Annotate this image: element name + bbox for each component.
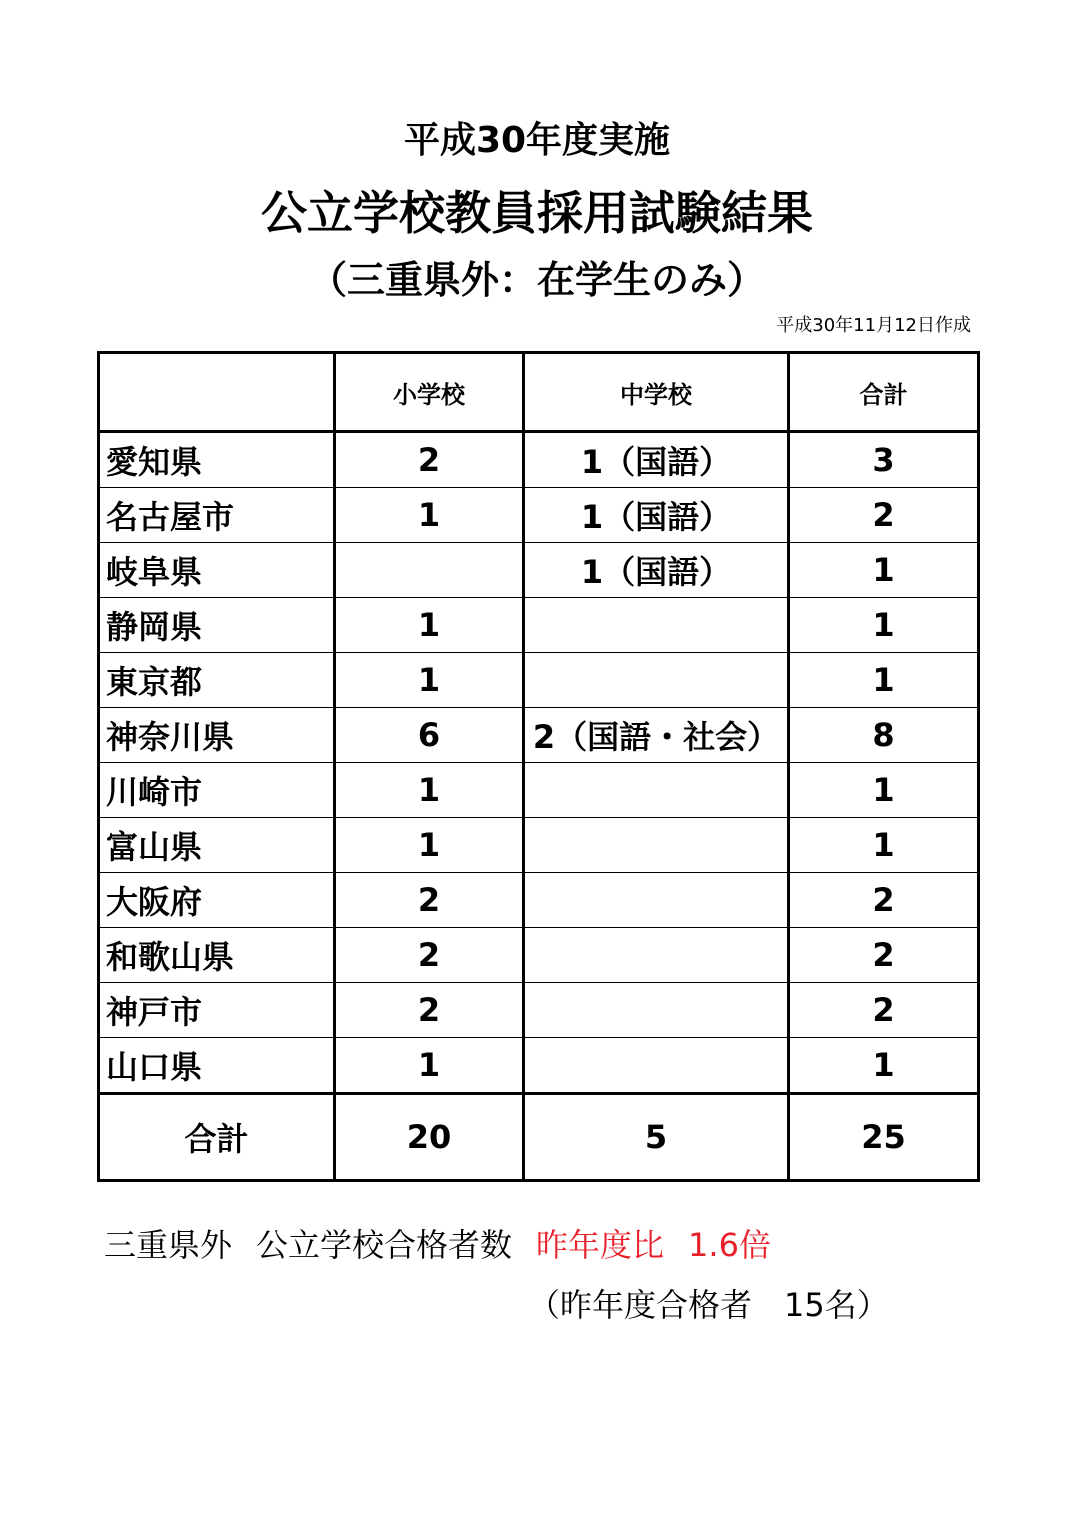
total-label: 合計 <box>99 1094 335 1181</box>
table-row <box>99 708 979 763</box>
total-junior-high: 5 <box>524 1094 789 1181</box>
cell-junior-high <box>524 928 789 983</box>
cell-elementary: 2 <box>335 983 524 1038</box>
total-all: 25 <box>789 1094 979 1181</box>
cell-prefecture: 川崎市 <box>99 763 335 818</box>
table-row <box>99 818 979 873</box>
summary-ratio <box>536 1226 771 1264</box>
table-row <box>99 928 979 983</box>
cell-prefecture: 神戸市 <box>99 983 335 1038</box>
cell-total: 1 <box>789 543 979 598</box>
cell-prefecture: 大阪府 <box>99 873 335 928</box>
page-title: 公立学校教員採用試験結果 <box>261 186 813 240</box>
cell-prefecture: 富山県 <box>99 818 335 873</box>
cell-total: 2 <box>789 488 979 543</box>
cell-elementary: 1 <box>335 653 524 708</box>
cell-junior-high <box>524 818 789 873</box>
table-row <box>99 763 979 818</box>
table-row <box>99 1038 979 1094</box>
cell-total: 1 <box>789 763 979 818</box>
cell-junior-high <box>524 873 789 928</box>
table-row <box>99 543 979 598</box>
summary-label: 公立学校合格者数 <box>256 1226 513 1264</box>
cell-prefecture: 東京都 <box>99 653 335 708</box>
cell-junior-high: 2（国語・社会） <box>524 708 789 763</box>
cell-elementary: 2 <box>335 873 524 928</box>
cell-prefecture: 山口県 <box>99 1038 335 1094</box>
cell-total: 2 <box>789 983 979 1038</box>
cell-total: 1 <box>789 653 979 708</box>
table-total-row <box>99 1094 979 1181</box>
table-header-row <box>99 353 979 432</box>
cell-elementary: 1 <box>335 598 524 653</box>
header-cell-total: 合計 <box>789 353 979 432</box>
cell-elementary: 1 <box>335 488 524 543</box>
cell-elementary: 1 <box>335 763 524 818</box>
cell-prefecture: 名古屋市 <box>99 488 335 543</box>
table-row <box>99 653 979 708</box>
cell-total: 1 <box>789 818 979 873</box>
cell-total: 2 <box>789 928 979 983</box>
cell-prefecture: 静岡県 <box>99 598 335 653</box>
cell-junior-high: 1（国語） <box>524 488 789 543</box>
cell-total: 1 <box>789 598 979 653</box>
cell-junior-high: 1（国語） <box>524 432 789 488</box>
header-cell-elementary: 小学校 <box>335 353 524 432</box>
cell-prefecture: 岐阜県 <box>99 543 335 598</box>
page-subtitle: （三重県外：在学生のみ） <box>308 258 765 302</box>
title-year: 平成30年度実施 <box>403 120 671 161</box>
table-row <box>99 488 979 543</box>
created-date: 平成30年11月12日作成 <box>776 315 971 336</box>
summary-line <box>104 1224 771 1266</box>
cell-total: 8 <box>789 708 979 763</box>
cell-junior-high <box>524 983 789 1038</box>
table-row <box>99 598 979 653</box>
header-cell-prefecture <box>99 353 335 432</box>
cell-elementary: 2 <box>335 432 524 488</box>
header-cell-junior-high: 中学校 <box>524 353 789 432</box>
cell-junior-high <box>524 598 789 653</box>
table-row <box>99 983 979 1038</box>
cell-junior-high: 1（国語） <box>524 543 789 598</box>
cell-elementary <box>335 543 524 598</box>
cell-elementary: 2 <box>335 928 524 983</box>
summary-ratio-value: 1.6倍 <box>688 1226 771 1264</box>
summary-ratio-label: 昨年度比 <box>536 1226 665 1264</box>
cell-elementary: 6 <box>335 708 524 763</box>
cell-prefecture: 神奈川県 <box>99 708 335 763</box>
cell-prefecture: 和歌山県 <box>99 928 335 983</box>
table-row <box>99 873 979 928</box>
cell-elementary: 1 <box>335 818 524 873</box>
cell-prefecture: 愛知県 <box>99 432 335 488</box>
cell-junior-high <box>524 1038 789 1094</box>
table-row <box>99 432 979 488</box>
total-elementary: 20 <box>335 1094 524 1181</box>
cell-total: 3 <box>789 432 979 488</box>
summary-region: 三重県外 <box>104 1226 233 1264</box>
cell-junior-high <box>524 653 789 708</box>
results-table <box>97 351 980 1182</box>
cell-junior-high <box>524 763 789 818</box>
cell-total: 2 <box>789 873 979 928</box>
cell-total: 1 <box>789 1038 979 1094</box>
previous-year-count: （昨年度合格者 15名） <box>528 1286 889 1324</box>
cell-elementary: 1 <box>335 1038 524 1094</box>
